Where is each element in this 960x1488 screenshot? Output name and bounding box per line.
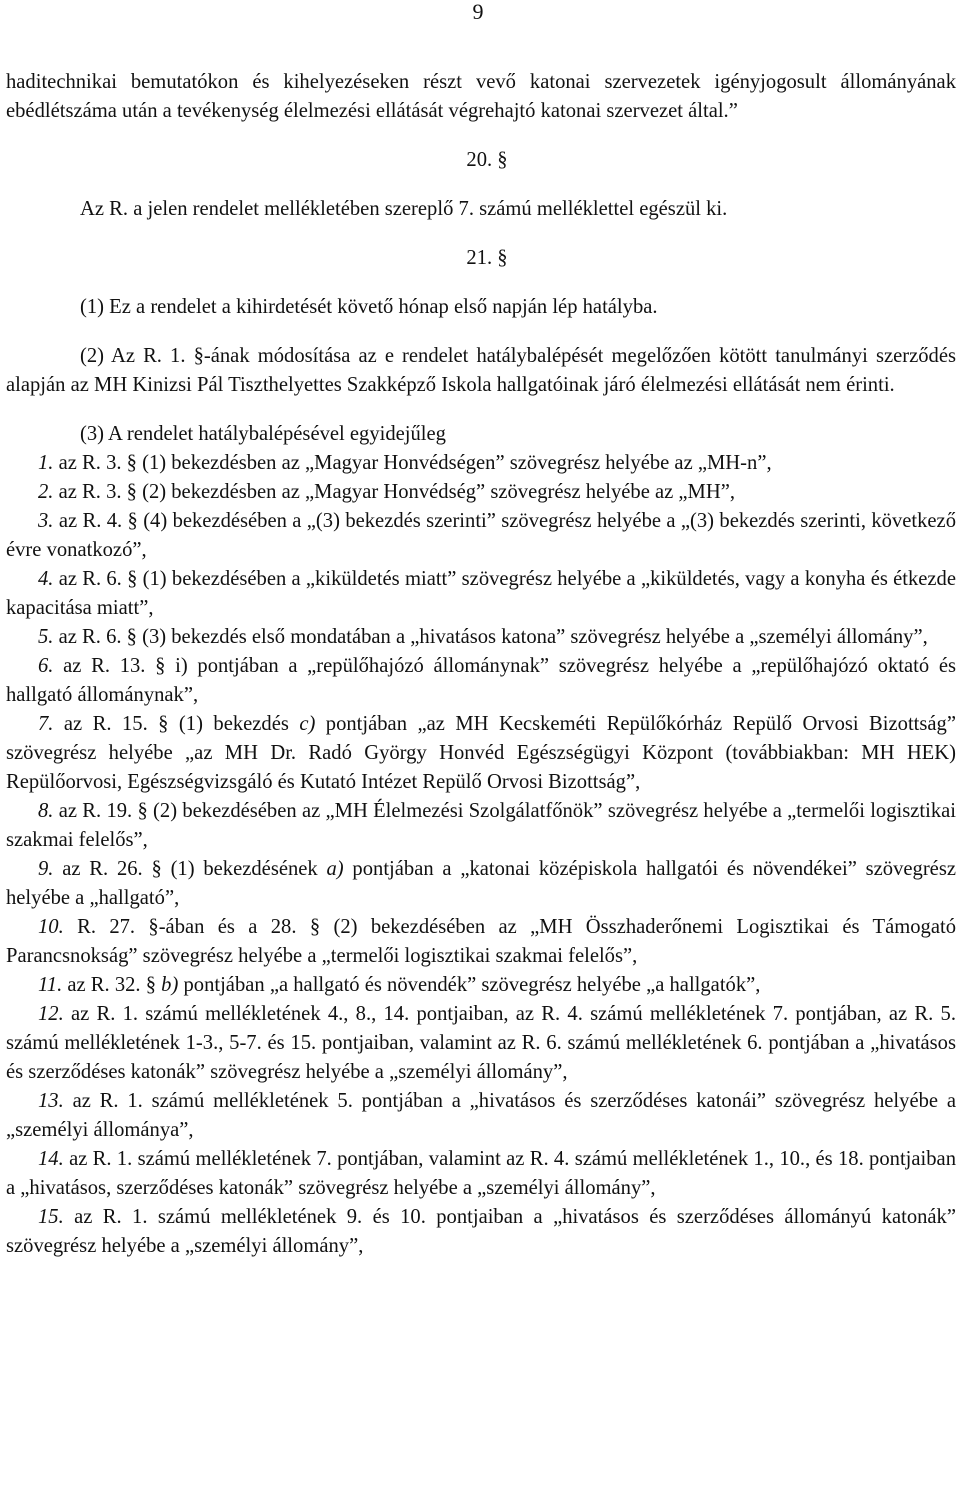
item-number: 8.	[38, 800, 54, 822]
section-20-heading: 20. §	[466, 149, 508, 171]
list-item	[6, 1000, 956, 1087]
item-text: az R. 4. § (4) bekezdésében a „(3) bekezdés szerinti” szövegrész helyébe a „(3) bekezdés szerinti, következő évre vonatkozó”,	[6, 510, 956, 561]
item-number: 6.	[38, 655, 54, 677]
item-text: az R. 6. § (1) bekezdésében a „kiküldetés miatt” szövegrész helyébe a „kiküldetés, vagy a konyha és étkezde kapacitása miatt”,	[6, 568, 956, 619]
list-item	[6, 652, 956, 710]
item-number: 14.	[38, 1148, 64, 1170]
item-number: 4.	[38, 568, 54, 590]
list-item	[6, 1087, 956, 1145]
item-number: 9.	[38, 858, 54, 880]
item-number: 10.	[38, 916, 64, 938]
item-text-a: az R. 32. §	[62, 974, 162, 996]
item-text: az R. 1. számú mellékletének 9. és 10. pontjaiban a „hivatásos és szerződéses állományú katonák” szövegrész helyébe a „személyi állomány”,	[6, 1206, 956, 1257]
document-body	[6, 68, 956, 1261]
item-text: az R. 13. § i) pontjában a „repülőhajózó állománynak” szövegrész helyébe a „repülőhajózó oktató és hallgató állománynak”,	[6, 655, 956, 706]
item-text: R. 27. §-ában és a 28. § (2) bekezdésében az „MH Összhaderőnemi Logisztikai és Támogató Parancsnokság” szövegrész helyébe a „termelői logisztikai szakmai felelős”,	[6, 916, 956, 967]
item-text: az R. 1. számú mellékletének 7. pontjában, valamint az R. 4. számú mellékletének 1., 10., és 18. pontjaiban a „hivatásos, szerződéses katonák” szövegrész helyébe a „személyi állomány”,	[6, 1148, 956, 1199]
list-item	[6, 478, 956, 507]
item-number: 7.	[38, 713, 54, 735]
item-number: 15.	[38, 1206, 64, 1228]
list-item	[6, 449, 956, 478]
item-text: az R. 1. számú mellékletének 4., 8., 14. pontjaiban, az R. 4. számú mellékletének 7. pontjában, az R. 5. számú mellékletének 1-3., 5-7. és 15. pontjaiban, valamint az R. 6. számú mellékletének 6. pontjában a „hivatásos és szerződéses katonák” szövegrész helyébe a „személyi állomány”,	[6, 1003, 956, 1083]
list-item	[6, 855, 956, 913]
amendment-list	[6, 449, 956, 1261]
item-number: 1.	[38, 452, 54, 474]
page-number: 9	[472, 0, 484, 24]
item-number: 12.	[38, 1003, 64, 1025]
item-text-b: pontjában „a hallgató és növendék” szövegrész helyébe „a hallgatók”,	[178, 974, 761, 996]
item-number: 11.	[38, 974, 63, 996]
item-text: az R. 1. számú mellékletének 5. pontjában a „hivatásos és szerződéses katonái” szövegrész helyébe a „személyi állománya”,	[6, 1090, 956, 1141]
item-number: 3.	[38, 510, 54, 532]
item-text: az R. 3. § (1) bekezdésben az „Magyar Honvédségen” szövegrész helyébe az „MH-n”,	[53, 452, 772, 474]
item-text: az R. 6. § (3) bekezdés első mondatában a „hivatásos katona” szövegrész helyébe a „személyi állomány”,	[53, 626, 928, 648]
item-text-a: az R. 15. § (1) bekezdés	[53, 713, 300, 735]
list-item	[6, 710, 956, 797]
section-21-heading: 21. §	[466, 247, 508, 269]
item-number: 13.	[38, 1090, 64, 1112]
paragraph-2-text: (2) Az R. 1. §-ának módosítása az e rendelet hatálybalépését megelőzően kötött tanulmányi szerződés alapján az MH Kinizsi Pál Tiszthelyettes Szakképző Iskola hallgatóinak járó élelmezési ellátását nem érinti.	[6, 345, 956, 396]
item-text: az R. 19. § (2) bekezdésében az „MH Élelmezési Szolgálatfőnök” szövegrész helyébe a „termelői logisztikai szakmai felelős”,	[6, 800, 956, 851]
list-item	[6, 797, 956, 855]
item-italic-marker: a)	[326, 858, 344, 880]
item-number: 5.	[38, 626, 54, 648]
item-italic-marker: b)	[161, 974, 179, 996]
item-text-b: pontjában „az MH Kecskeméti Repülőkórház Repülő Orvosi Bizottság” szövegrész helyébe „az MH Dr. Radó György Honvéd Egészségügyi Központ (továbbiakban: MH HEK) Repülőorvosi, Egészségvizsgáló és Kutató Intézet Repülő Orvosi Bizottság”,	[6, 713, 956, 793]
list-item	[6, 623, 956, 652]
list-item	[6, 507, 956, 565]
list-item	[6, 971, 956, 1000]
list-item	[6, 565, 956, 623]
section-21-paragraph-2	[6, 342, 956, 400]
list-item	[6, 1145, 956, 1203]
intro-paragraph: haditechnikai bemutatókon és kihelyezéseken részt vevő katonai szervezetek igényjogosult állományának ebédlétszáma után a tevékenység élelmezési ellátását végrehajtó katonai szervezet által.”	[6, 71, 956, 122]
item-italic-marker: c)	[299, 713, 316, 735]
section-21-paragraph-3: (3) A rendelet hatálybalépésével egyidejűleg	[80, 423, 446, 445]
item-number: 2.	[38, 481, 54, 503]
section-21-paragraph-1: (1) Ez a rendelet a kihirdetését követő hónap első napján lép hatályba.	[80, 296, 658, 318]
item-text-a: az R. 26. § (1) bekezdésének	[53, 858, 327, 880]
item-text-b: pontjában a „katonai középiskola hallgatói és növendékei” szövegrész helyébe a „hallgató”,	[6, 858, 956, 909]
item-text: az R. 3. § (2) bekezdésben az „Magyar Honvédség” szövegrész helyébe az „MH”,	[53, 481, 736, 503]
list-item	[6, 913, 956, 971]
section-20-text: Az R. a jelen rendelet mellékletében szereplő 7. számú melléklettel egészül ki.	[80, 198, 728, 220]
list-item	[6, 1203, 956, 1261]
